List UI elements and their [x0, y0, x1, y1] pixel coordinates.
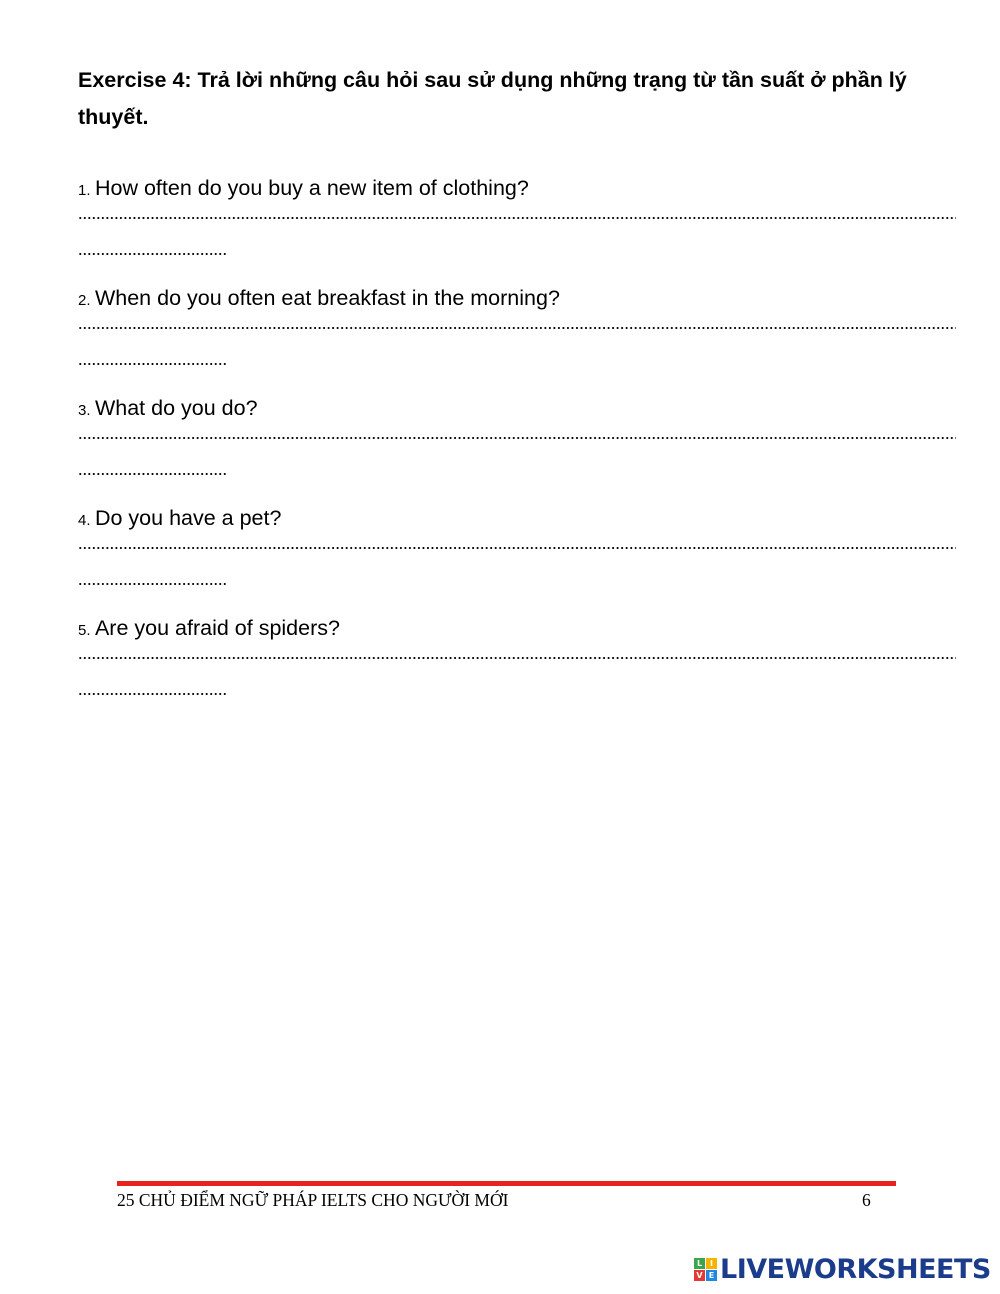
question-number: 5. [78, 622, 91, 639]
answer-dotted-line-continuation[interactable] [78, 582, 226, 586]
question-number: 3. [78, 402, 91, 419]
answer-dotted-line-continuation[interactable] [78, 472, 226, 476]
liveworksheets-wordmark: LIVEWORKSHEETS [720, 1253, 991, 1285]
question-text: Do you have a pet? [94, 506, 282, 530]
liveworksheets-logo-icon [694, 1258, 717, 1281]
question-text: How often do you buy a new item of clothing? [94, 176, 529, 200]
question-number: 2. [78, 292, 91, 309]
footer-rule [117, 1181, 896, 1186]
answer-dotted-line[interactable] [78, 216, 956, 220]
answer-dotted-line[interactable] [78, 546, 956, 550]
footer-title: 25 CHỦ ĐIỂM NGỮ PHÁP IELTS CHO NGƯỜI MỚI [117, 1190, 509, 1210]
question-number: 1. [78, 182, 91, 199]
logo-tile: L [694, 1258, 705, 1269]
liveworksheets-watermark [694, 1252, 991, 1286]
question-line [78, 396, 258, 421]
answer-dotted-line-continuation[interactable] [78, 692, 226, 696]
answer-dotted-line[interactable] [78, 326, 956, 330]
question-line [78, 506, 281, 531]
logo-tile: E [706, 1270, 717, 1281]
logo-tile: V [694, 1270, 705, 1281]
question-number: 4. [78, 512, 91, 529]
question-text: What do you do? [94, 396, 258, 420]
question-line [78, 286, 560, 311]
logo-tile: I [706, 1258, 717, 1269]
answer-dotted-line[interactable] [78, 436, 956, 440]
exercise-heading: Exercise 4: Trả lời những câu hỏi sau sử dụng những trạng từ tần suất ở phần lý thuyết. [78, 68, 907, 129]
question-text: When do you often eat breakfast in the morning? [94, 286, 560, 310]
question-line [78, 176, 529, 201]
answer-dotted-line[interactable] [78, 656, 956, 660]
answer-dotted-line-continuation[interactable] [78, 362, 226, 366]
question-text: Are you afraid of spiders? [94, 616, 340, 640]
page-number: 6 [862, 1190, 871, 1210]
question-line [78, 616, 340, 641]
answer-dotted-line-continuation[interactable] [78, 252, 226, 256]
